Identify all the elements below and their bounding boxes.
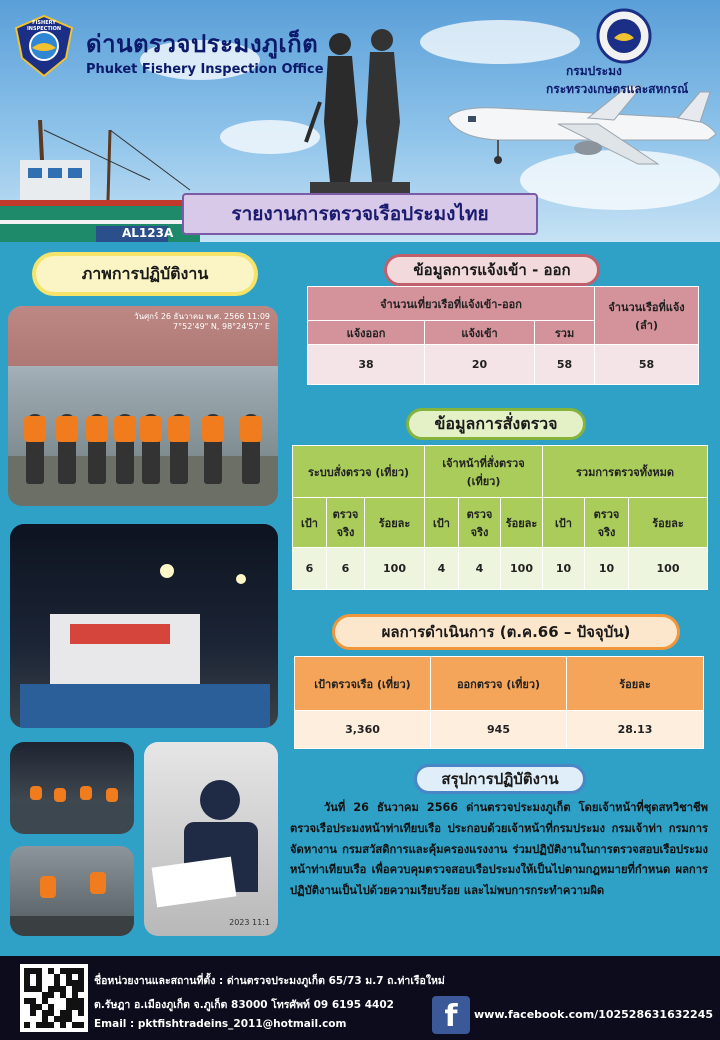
department-name: กรมประมง (566, 64, 622, 78)
photo-boat-at-night (10, 524, 278, 728)
footer-email[interactable]: Email : pktfishtradeins_2011@hotmail.com (94, 1018, 347, 1030)
office-name-en: Phuket Fishery Inspection Office (86, 62, 324, 77)
officer-percent: 100 (501, 548, 543, 590)
qr-code[interactable] (20, 964, 88, 1032)
total-percent: 100 (629, 548, 708, 590)
summary-section-title: สรุปการปฏิบัติงาน (414, 764, 586, 794)
footer-address-line1: ชื่อหน่วยงานและสถานที่ตั้ง : ด่านตรวจประมงภูเก็ต 65/73 ม.7 ถ.ท่าเรือใหม่ (94, 975, 445, 987)
photo-inspection-group (10, 742, 134, 834)
total-target: 10 (543, 548, 585, 590)
sub-percent: ร้อยละ (501, 498, 543, 548)
logo-badge-text: FISHERY INSPECTION (26, 20, 62, 32)
fishing-boat-image (0, 120, 200, 242)
officer-target: 4 (425, 548, 459, 590)
photo-timestamp: 2023 11:1 (229, 918, 270, 927)
system-target: 6 (293, 548, 327, 590)
facebook-icon[interactable]: f (432, 996, 470, 1034)
office-name-th: ด่านตรวจประมงภูเก็ต (86, 30, 319, 58)
report-title: รายงานการตรวจเรือประมงไทย (182, 193, 538, 235)
sub-actual: ตรวจจริง (585, 498, 629, 548)
col-notify-total: รวม (535, 321, 595, 345)
orders-group-system: ระบบสั่งตรวจ (เที่ยว) (293, 446, 425, 498)
sub-percent: ร้อยละ (629, 498, 708, 548)
system-actual: 6 (327, 548, 365, 590)
officer-actual: 4 (459, 548, 501, 590)
col-done: ออกตรวจ (เที่ยว) (431, 657, 567, 711)
value-vessels: 58 (595, 345, 699, 385)
value-target: 3,360 (295, 711, 431, 749)
sub-target: เป้า (543, 498, 585, 548)
value-notify-total: 58 (535, 345, 595, 385)
header-banner (0, 0, 720, 242)
sub-actual: ตรวจจริง (459, 498, 501, 548)
orders-group-total: รวมการตรวจทั้งหมด (543, 446, 708, 498)
notification-header-vessels: จำนวนเรือที่แจ้ง (ลำ) (595, 287, 699, 345)
photo-document-check (144, 742, 278, 936)
results-table (294, 656, 704, 749)
value-notify-out: 38 (308, 345, 425, 385)
results-section-title: ผลการดำเนินการ (ต.ค.66 – ปัจจุบัน) (332, 614, 680, 650)
sub-target: เป้า (293, 498, 327, 548)
orders-section-title: ข้อมูลการสั่งตรวจ (406, 408, 586, 440)
notification-section-title: ข้อมูลการแจ้งเข้า - ออก (384, 254, 600, 286)
department-of-fisheries-seal (596, 8, 652, 64)
photo-officers-pier (10, 846, 134, 936)
sub-target: เป้า (425, 498, 459, 548)
inspection-orders-table (292, 445, 708, 590)
total-actual: 10 (585, 548, 629, 590)
col-notify-in: แจ้งเข้า (425, 321, 535, 345)
summary-text: วันที่ 26 ธันวาคม 2566 ด่านตรวจประมงภูเก็ต โดยเจ้าหน้าที่ชุดสหวิชาชีพตรวจเรือประมงหน้าท่าเทียบเรือ ประกอบด้วยเจ้าหน้าที่กรมประมง กรมเจ้าท่า กรมการจัดหางาน กรมสวัสดิการและคุ้มครองแรงงาน ร่วมปฏิบัติงานในการตรวจสอบเรือประมงหน้าท่าเทียบเรือ เพื่อควบคุมตรวจสอบเรือประมงให้เป็นไปตามกฎหมายที่กำหนด ผลการปฏิบัติงานเป็นไปด้วยความเรียบร้อย และไม่พบการกระทำความผิด (290, 801, 708, 898)
value-notify-in: 20 (425, 345, 535, 385)
photos-label: ภาพการปฏิบัติงาน (36, 256, 254, 292)
photo-timestamp: วันศุกร์ 26 ธันวาคม พ.ศ. 2566 11:09 7°52'49" N, 98°24'57" E (134, 312, 270, 331)
value-percent: 28.13 (567, 711, 704, 749)
value-done: 945 (431, 711, 567, 749)
notification-header-group: จำนวนเที่ยวเรือที่แจ้งเข้า-ออก (308, 287, 595, 321)
col-percent: ร้อยละ (567, 657, 704, 711)
system-percent: 100 (365, 548, 425, 590)
col-notify-out: แจ้งออก (308, 321, 425, 345)
ship-number: AL123A (122, 226, 174, 240)
notification-table (307, 286, 699, 385)
footer-address-line2: ต.รัษฎา อ.เมืองภูเก็ต จ.ภูเก็ต 83000 โทรศัพท์ 09 6195 4402 (94, 999, 394, 1011)
cloud (420, 20, 580, 64)
sub-percent: ร้อยละ (365, 498, 425, 548)
photo-team-at-pier (8, 306, 278, 506)
col-target: เป้าตรวจเรือ (เที่ยว) (295, 657, 431, 711)
orders-group-officer: เจ้าหน้าที่สั่งตรวจ (เที่ยว) (425, 446, 543, 498)
ministry-name: กระทรวงเกษตรและสหกรณ์ (546, 82, 689, 96)
sub-actual: ตรวจจริง (327, 498, 365, 548)
facebook-link[interactable]: www.facebook.com/102528631632245 (474, 1008, 713, 1021)
